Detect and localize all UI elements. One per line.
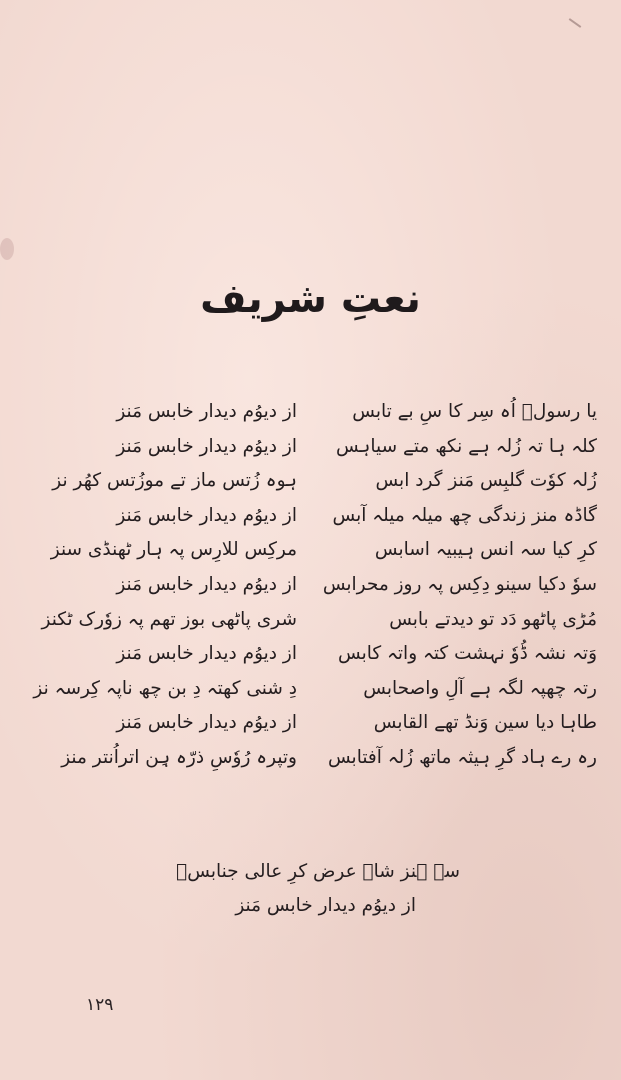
verse-second-line: ہوہ زُتس ماز تے موزُتس کھُر نز xyxy=(52,470,297,492)
verse-second-line: از دیوُم دیدار خابس مَنز xyxy=(116,435,297,457)
verse-second-line: از دیوُم دیدار خابس مَنز xyxy=(116,573,297,595)
verse-row xyxy=(40,535,597,570)
verse-first-line: یا رسولؐ اُہ سِر کا سِ بے تابس xyxy=(352,401,597,422)
verse-row xyxy=(40,397,597,432)
verse-first-line: رتہ چھپہ لگہ ہے آلِ واصحابس xyxy=(363,677,597,699)
verse-second-line: وتپرہ رُوٗسِ ذرّہ ہِن اتراُنتر منز xyxy=(61,746,297,768)
page-number: ۱۲۹ xyxy=(86,995,114,1015)
verse-row xyxy=(40,743,597,778)
verse-first-line: وَتہ نشہ ڈُوٗ نہشت کتہ واتہ کابس xyxy=(338,643,597,665)
verse-first-line: مُڑی پاٹھو دَد تو دیدتے بابس xyxy=(389,608,597,630)
verse-first-line: کرِ کیا سہ انس ہیبیہ اسابس xyxy=(374,539,597,561)
verse-row xyxy=(33,674,597,709)
verse-second-line: شری پاٹھی بوز تھم پہ زوٗرک ٹکنز xyxy=(41,608,297,630)
closing-couplet xyxy=(130,855,460,923)
verse-block xyxy=(33,397,597,778)
verse-row xyxy=(40,501,597,536)
verse-second-line: دِ شنی کھتہ دِ بن چھ ناپہ کِرسہ نز xyxy=(33,677,297,699)
verse-first-line: طاہا دیا سین وَنڈ تھے القابس xyxy=(373,712,597,734)
verse-row xyxy=(40,605,597,640)
verse-first-line: گاڈہ منز زندگی چھ میلہ میلہ آبس xyxy=(332,504,597,526)
verse-second-line: از دیوُم دیدار خابس مَنز xyxy=(116,712,297,734)
verse-second-line: مرکِس للارِس پہ ہار ٹھنڈی سنز xyxy=(50,539,297,561)
pen-tick-mark xyxy=(569,18,582,28)
verse-first-line: زُلہ کوٗت گلبِس مَنز گرد ابس xyxy=(375,470,597,492)
verse-first-line: رہ رے ہاد گرِ ہیثہ ماتھ زُلہ آفتابس xyxy=(327,746,597,768)
verse-second-line: از دیوُم دیدار خابس مَنز xyxy=(116,643,297,665)
verse-second-line: از دیوُم دیدار خابس مَنز xyxy=(116,401,297,422)
closing-line-1: سہ ہنز شاہ عرض کرِ عالی جنابسؐ xyxy=(176,861,460,882)
verse-first-line: سوٗ دکیا سینو دِکِس پہ روز محرابس xyxy=(322,573,597,595)
verse-row xyxy=(40,570,597,605)
verse-row xyxy=(40,639,597,674)
verse-row xyxy=(40,708,597,743)
closing-line-2: از دیوُم دیدار خابس مَنز xyxy=(235,895,416,916)
verse-row xyxy=(40,466,597,501)
verse-row xyxy=(40,432,597,467)
verse-first-line: کلہ ہا تہ زُلہ ہے نکھ متے سیاہس xyxy=(335,435,597,457)
verse-second-line: از دیوُم دیدار خابس مَنز xyxy=(116,504,297,526)
poem-title: نعتِ شریف xyxy=(200,276,421,322)
edge-smudge xyxy=(0,238,14,260)
